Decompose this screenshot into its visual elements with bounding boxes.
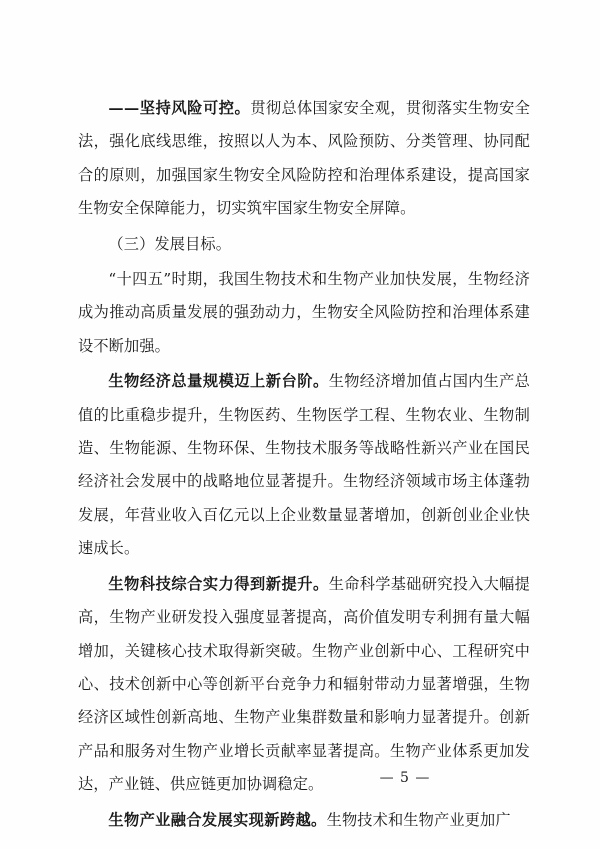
paragraph-lead-risk-control: ——坚持风险可控。 [108,99,251,117]
paragraph-section-heading-goals [78,228,530,261]
paragraph-biotech-strength [78,568,530,802]
page-body-text [78,92,530,839]
paragraph-lead-industry-integration: 生物产业融合发展实现新跨越。 [108,810,327,829]
paragraph-text-biotech-strength: 生命科学基础研究投入大幅提高，生物产业研发投入强度显著提高，高价值发明专利拥有量大幅增加，关键核心技术取得新突破。生物产业创新中心、工程研究中心、技术创新中心等创新平台竞争力和辐射带动力显著增强，生物经济区域性创新高地、生物产业集群数量和影响力显著提升。创新产品和服务对生物产业增长贡献率显著提高。生物产业体系更加发达，产业链、供应链更加协调稳定。 [78,574,530,794]
paragraph-bioeconomy-scale [78,365,530,565]
paragraph-lead-bioeconomy-scale: 生物经济总量规模迈上新台阶。 [108,372,329,391]
paragraph-text-risk-control: 贯彻总体国家安全观，贯彻落实生物安全法，强化底线思维，按照以人为本、风险预防、分类管理、协同配合的原则，加强国家生物安全风险防控和治理体系建设，提高国家生物安全保障能力，切实筑牢国家生物安全屏障。 [78,99,530,218]
paragraph-14th-five-year-plan [78,263,530,363]
page-number-text: — 5 — [379,770,431,786]
paragraph-text-14th-five-year-plan: “十四五”时期，我国生物技术和生物产业加快发展，生物经济成为推动高质量发展的强劲动力，生物安全风险防控和治理体系建设不断加强。 [78,270,530,355]
paragraph-text-bioeconomy-scale: 生物经济增加值占国内生产总值的比重稳步提升，生物医药、生物医学工程、生物农业、生物制造、生物能源、生物环保、生物技术服务等战略性新兴产业在国民经济社会发展中的战略地位显著提升。生物经济领域市场主体蓬勃发展，年营业收入百亿元以上企业数量显著增加，创新创业企业快速成长。 [78,372,530,558]
page-number [0,770,600,786]
paragraph-lead-biotech-strength: 生物科技综合实力得到新提升。 [108,574,329,593]
paragraph-text-industry-integration: 生物技术和生物产业更加广 [326,810,511,829]
paragraph-text-section-heading-goals: （三）发展目标。 [108,234,232,253]
paragraph-industry-integration [78,804,530,837]
paragraph-risk-control [78,92,530,226]
